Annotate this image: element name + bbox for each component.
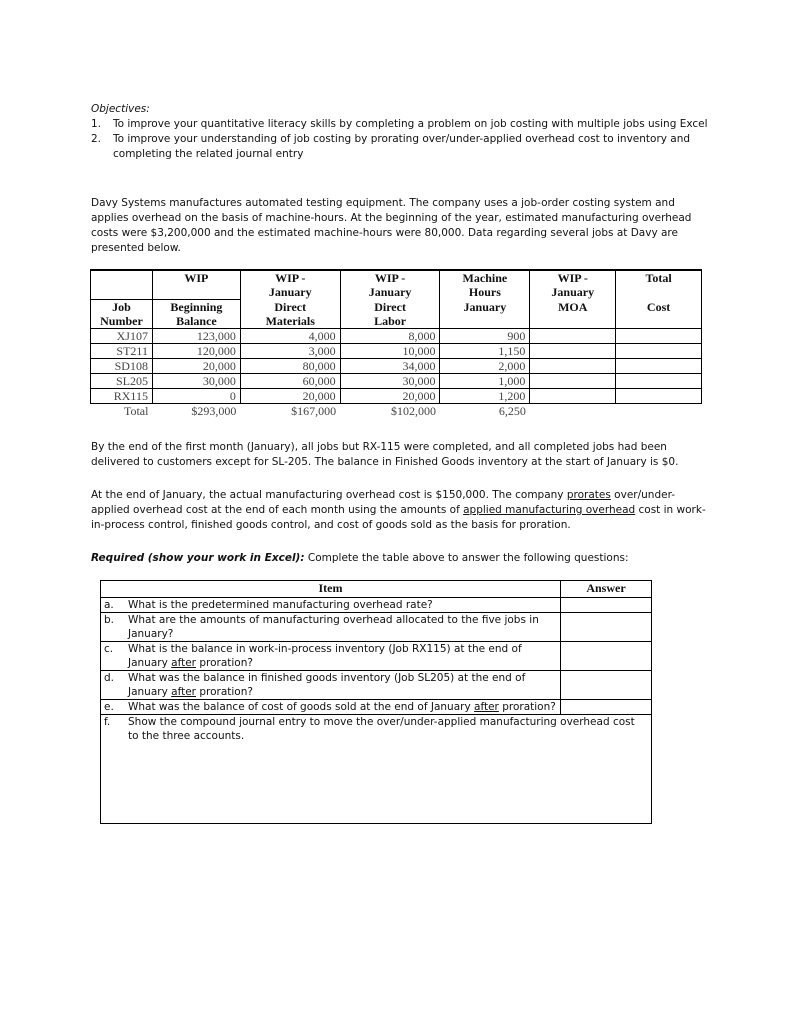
header-begin-1: Beginning [152,300,240,315]
table-row [91,344,702,359]
direct-materials: 20,000 [240,389,340,404]
total-direct-labor: $102,000 [390,404,436,418]
direct-labor: 20,000 [340,389,440,404]
direct-labor: 34,000 [340,359,440,374]
question-text-part: proration? [498,701,556,713]
required-text: Complete the table above to answer the following questions: [304,552,629,564]
total-cost-cell[interactable] [616,359,702,374]
table-row [91,389,702,404]
header-dl-3: Direct [340,300,440,315]
header-blank [530,314,616,329]
moa-cell[interactable] [530,359,616,374]
job-number: SL205 [91,374,153,389]
objective-text: To improve your quantitative literacy skills by completing a problem on job costing with multiple jobs using Excel [113,118,708,130]
beginning-balance: 120,000 [152,344,240,359]
question-text [125,671,561,700]
answer-cell[interactable] [561,598,652,613]
header-dm-2: January [240,285,340,300]
total-label: Total [123,404,149,418]
objective-number: 2. [91,133,102,145]
header-dl-1: WIP - [340,270,440,285]
header-begin-2: Balance [152,314,240,329]
machine-hours: 1,150 [440,344,530,359]
total-cost-cell[interactable] [616,389,702,404]
moa-cell[interactable] [530,374,616,389]
job-data-table [90,269,702,418]
beginning-balance: 20,000 [152,359,240,374]
total-blank [616,404,702,419]
objectives-list [91,117,711,162]
question-row [101,642,652,671]
table-header-row [91,270,702,285]
moa-cell[interactable] [530,344,616,359]
header-blank [616,314,702,329]
objective-item [91,117,711,132]
question-letter: d. [101,671,126,700]
required-line [91,551,711,566]
direct-labor: 8,000 [340,329,440,344]
table-row [91,374,702,389]
question-text: What are the amounts of manufacturing overhead allocated to the five jobs in January? [125,613,561,642]
job-number: RX115 [91,389,153,404]
direct-materials: 80,000 [240,359,340,374]
january-paragraph: By the end of the first month (January), all jobs but RX-115 were completed, and all completed jobs had been delivered to customers except for SL-205. The balance in Finished Goods inventory at the start of January is $0. [91,441,679,468]
question-letter: e. [101,700,126,715]
beginning-balance: 0 [152,389,240,404]
header-dm-3: Direct [240,300,340,315]
header-dm-4: Materials [240,314,340,329]
header-moa-3: MOA [530,300,616,315]
total-beginning-balance: $293,000 [191,404,237,418]
table-total-row [91,404,702,419]
questions-header-row [101,581,652,598]
header-dl-4: Labor [340,314,440,329]
total-direct-materials: $167,000 [291,404,337,418]
moa-cell[interactable] [530,329,616,344]
direct-labor: 30,000 [340,374,440,389]
machine-hours: 2,000 [440,359,530,374]
table-header-row [91,314,702,329]
header-blank [152,285,240,300]
table-header-row [91,285,702,300]
proration-text: over/under-applied overhead cost at the end of each month using the amounts of [91,489,676,516]
question-text-part: proration? [196,686,253,698]
journal-entry-cell[interactable]: Show the compound journal entry to move the over/under-applied manufacturing overhead cost to the three accounts. [125,715,652,824]
table-row [91,359,702,374]
header-blank [440,314,530,329]
header-moa-1: WIP - [530,270,616,285]
header-job-2: Number [91,314,153,329]
header-dl-2: January [340,285,440,300]
question-row [101,700,652,715]
header-mh-2: Hours [440,285,530,300]
header-job-top [91,270,153,285]
item-header: Item [101,581,561,598]
total-cost-cell[interactable] [616,329,702,344]
beginning-balance: 123,000 [152,329,240,344]
question-text-part: What was the balance in finished goods inventory (Job SL205) at the end of January [128,672,526,698]
question-letter: b. [101,613,126,642]
machine-hours: 1,000 [440,374,530,389]
question-text [125,642,561,671]
after-underlined: after [171,657,196,669]
total-cost-cell[interactable] [616,374,702,389]
job-number: SD108 [91,359,153,374]
direct-labor: 10,000 [340,344,440,359]
total-blank [530,404,616,419]
header-blank [91,285,153,300]
prorates-underlined: prorates [566,489,611,501]
intro-paragraph: Davy Systems manufactures automated testing equipment. The company uses a job-order costing system and applies overhead on the basis of machine-hours. At the beginning of the year, estimated manufacturing overhead costs were $3,200,000 and the estimated machine-hours were 80,000. Data regarding several jobs at Davy are presented below. [91,197,692,254]
question-row [101,613,652,642]
applied-moh-underlined: applied manufacturing overhead [463,504,636,516]
objective-number: 1. [91,118,102,130]
job-number: ST211 [91,344,153,359]
proration-paragraph [91,488,711,533]
header-job-1: Job [91,300,153,315]
answer-cell[interactable] [561,613,652,642]
direct-materials: 4,000 [240,329,340,344]
answer-header: Answer [561,581,652,598]
table-header-row [91,300,702,315]
after-underlined: after [474,701,499,713]
header-wip: WIP [152,270,240,285]
question-text: What is the predetermined manufacturing overhead rate? [125,598,561,613]
total-cost-cell[interactable] [616,344,702,359]
machine-hours: 900 [440,329,530,344]
question-row-journal [101,715,652,824]
proration-text: At the end of January, the actual manufacturing overhead cost is $150,000. The company [91,489,567,501]
header-mh-3: January [440,300,530,315]
question-row [101,598,652,613]
table-row [91,329,702,344]
question-text-part: What was the balance of cost of goods sold at the end of January [128,701,475,713]
header-dm-1: WIP - [240,270,340,285]
answer-cell[interactable] [561,671,652,700]
question-letter: a. [101,598,126,613]
header-mh-1: Machine [440,270,530,285]
proration-text: cost in work-in-process control, finished goods control, and cost of goods sold as the basis for proration. [91,504,706,531]
required-label: Required (show your work in Excel): [91,552,305,564]
header-total-1: Total [616,270,702,285]
machine-hours: 1,200 [440,389,530,404]
question-row [101,671,652,700]
direct-materials: 60,000 [240,374,340,389]
moa-cell[interactable] [530,389,616,404]
objective-text: To improve your understanding of job costing by prorating over/under-applied overhead cost to inventory and completing the related journal entry [113,133,691,160]
question-letter: c. [101,642,126,671]
header-blank [616,285,702,300]
question-text-part: proration? [196,657,253,669]
question-letter: f. [101,715,126,824]
direct-materials: 3,000 [240,344,340,359]
question-text [125,700,561,715]
answer-cell[interactable] [561,642,652,671]
objective-item [91,132,711,162]
answer-cell[interactable] [561,700,652,715]
total-machine-hours: 6,250 [498,404,526,418]
after-underlined: after [171,686,196,698]
header-moa-2: January [530,285,616,300]
beginning-balance: 30,000 [152,374,240,389]
questions-table [100,580,652,824]
job-number: XJ107 [91,329,153,344]
question-text-part: What is the balance in work-in-process inventory (Job RX115) at the end of January [128,643,522,669]
objectives-title: Objectives: [91,103,150,115]
header-total-2: Cost [616,300,702,315]
